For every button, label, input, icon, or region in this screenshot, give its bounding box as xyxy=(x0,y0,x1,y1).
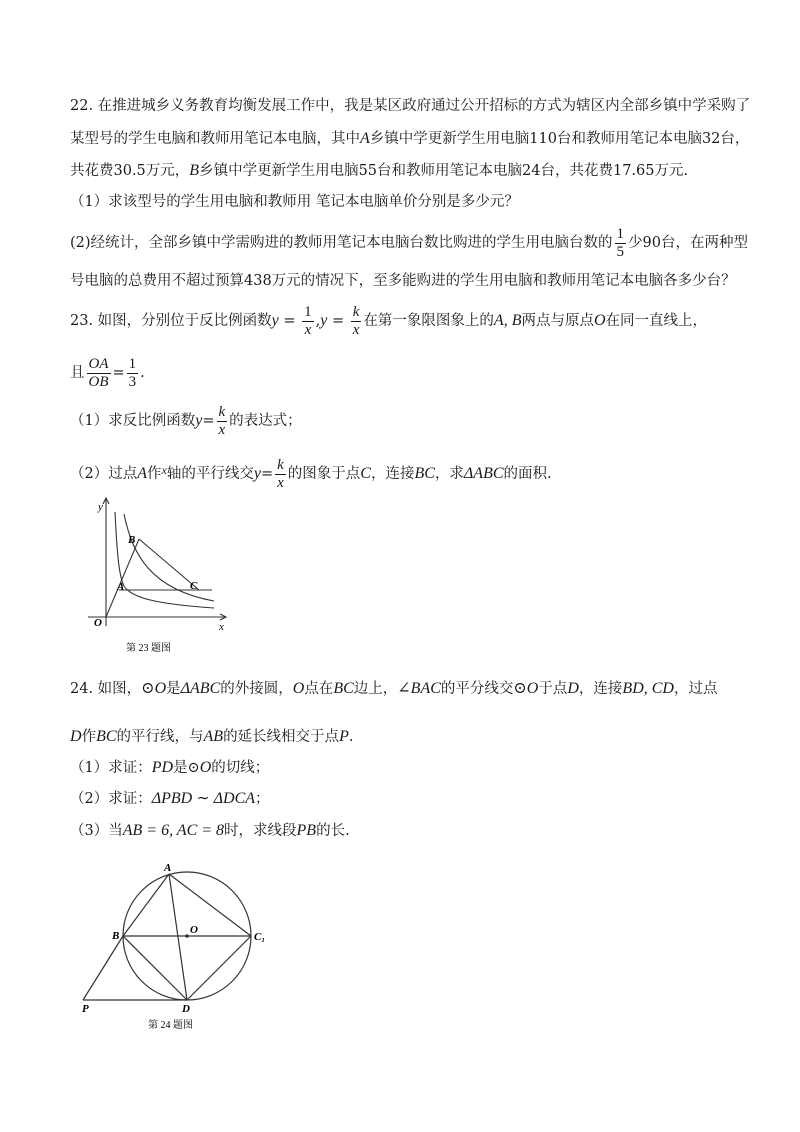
frac-num: k xyxy=(218,403,226,420)
angle-bac: ∠BAC xyxy=(397,680,441,697)
triangle-abc: ΔABC xyxy=(180,680,221,697)
segment-ac xyxy=(169,874,251,936)
q22-text: 少90台，在两种型 xyxy=(628,235,748,251)
segments-bd-cd: BD, CD xyxy=(622,680,674,697)
period: . xyxy=(140,365,145,381)
frac-den: x xyxy=(304,321,312,338)
q22-part-1: （1）求该型号的学生用电脑和教师用 笔记本电脑单价分别是多少元？ xyxy=(70,194,519,210)
q22-line-2 xyxy=(70,129,749,149)
fig24-label-b: B xyxy=(112,930,120,942)
comma: , xyxy=(315,313,321,329)
curve-y-k-over-x xyxy=(124,514,214,601)
segment-pb: PB xyxy=(296,822,317,839)
q22-text: 乡镇中学更新学生用电脑55台和教师用笔记本电脑24台，共花费17.65万元. xyxy=(199,163,689,179)
fig24-label-a: A xyxy=(164,862,172,874)
segment-ab xyxy=(123,874,169,936)
segment-bc: BC xyxy=(96,728,117,745)
equals: = xyxy=(327,313,349,329)
origin-o: O xyxy=(593,312,606,329)
var-y: y xyxy=(195,412,203,429)
q24-text: ，连接 xyxy=(578,681,623,697)
equals: = xyxy=(112,365,125,381)
points-ab: A, B xyxy=(493,312,522,329)
figure-23 xyxy=(86,494,236,660)
segment-ad xyxy=(169,874,187,1000)
fig23-label-x: x xyxy=(219,621,224,633)
q22-text: 乡镇中学更新学生用电脑110台和教师用笔记本电脑32台， xyxy=(369,131,750,147)
fig23-label-a: A xyxy=(117,581,125,593)
equals: = xyxy=(202,413,215,429)
q24-line-1 xyxy=(70,679,717,699)
fig23-label-y: y xyxy=(98,501,103,513)
point-a: A xyxy=(137,465,148,482)
q23-part-2 xyxy=(70,450,552,494)
fig24-label-c: C₁ xyxy=(254,931,266,943)
frac-num: k xyxy=(352,303,360,320)
var-x: x xyxy=(161,463,167,477)
q24-part-3 xyxy=(70,821,350,841)
point-o: O xyxy=(199,759,212,776)
frac-num: 1 xyxy=(128,355,137,372)
q22-line-3 xyxy=(70,161,688,181)
q22-school-a: A xyxy=(360,130,370,147)
segment-bc: BC xyxy=(333,680,354,697)
q24-line-2 xyxy=(70,727,353,747)
frac-den: x xyxy=(277,474,284,491)
q24-text: ，过点 xyxy=(673,681,718,697)
segment-bd xyxy=(123,936,187,1000)
fig24-caption: 第 24 题图 xyxy=(148,1020,193,1031)
q23-text: 在第一象限图象上的 xyxy=(363,313,494,329)
q24-text: （3）当 xyxy=(70,823,123,839)
frac-den: x xyxy=(218,421,226,438)
q24-text: ； xyxy=(255,791,270,807)
q23-text: 的图象于点 xyxy=(287,466,361,482)
point-d: D xyxy=(567,680,579,697)
q24-text: 作 xyxy=(81,729,97,745)
segment-cd xyxy=(187,936,251,1000)
q24-text: 的平分线交 xyxy=(440,681,514,697)
q22-text: 某型号的学生电脑和教师用笔记本电脑，其中 xyxy=(70,131,360,147)
frac-den: x xyxy=(352,321,360,338)
frac-num: 1 xyxy=(304,303,312,320)
q23-text: （1）求反比例函数 xyxy=(70,413,196,429)
condition-ab-ac: AB = 6, AC = 8 xyxy=(122,822,225,839)
segment-bc: BC xyxy=(414,465,435,482)
fig23-caption: 第 23 题图 xyxy=(126,643,171,654)
frac-num: OA xyxy=(88,355,109,372)
q24-part-2 xyxy=(70,789,270,809)
segment-pd: PD xyxy=(151,759,174,776)
q23-text: 的表达式； xyxy=(229,413,302,429)
q23-text: 作 xyxy=(147,466,162,482)
fraction-k-over-x xyxy=(275,457,286,492)
q23-text: 在同一直线上， xyxy=(605,313,708,329)
q22-part-2 xyxy=(70,223,748,263)
q24-text: 的延长线相交于点 xyxy=(223,729,340,745)
fraction-k-over-x xyxy=(351,304,362,339)
frac-num: k xyxy=(277,456,284,473)
q24-text: 的平行线，与 xyxy=(116,729,204,745)
q24-text: （1）求证： xyxy=(70,760,152,776)
segment-pb xyxy=(83,936,123,1000)
period: . xyxy=(348,729,354,745)
q23-text: （2）过点 xyxy=(70,466,138,482)
q24-text: 点在 xyxy=(304,681,334,697)
q23-line-2 xyxy=(70,353,145,393)
q24-text: 时，求线段 xyxy=(224,823,297,839)
q23-part-1 xyxy=(70,401,302,441)
fraction-1-over-x xyxy=(302,304,314,339)
segment-ab: AB xyxy=(203,728,224,745)
var-y: y xyxy=(271,312,279,329)
q23-text: ，求 xyxy=(434,466,464,482)
frac-den: 3 xyxy=(128,373,137,390)
frac-den: 5 xyxy=(616,243,625,260)
point-p: P xyxy=(339,728,349,745)
equals: = xyxy=(260,466,274,482)
q23-line-1 xyxy=(70,301,707,341)
equals: = xyxy=(278,313,301,329)
triangle-abc: ΔABC xyxy=(463,465,504,482)
fraction-k-over-x xyxy=(217,404,228,439)
line-oab xyxy=(106,539,139,617)
q24-text: 24. 如图， xyxy=(70,681,142,697)
circle-o: ⊙O xyxy=(141,680,167,697)
fraction-one-third xyxy=(127,356,139,391)
frac-num: 1 xyxy=(616,225,625,242)
q22-text: 共花费30.5万元， xyxy=(70,163,190,179)
q24-text: 的长. xyxy=(316,823,350,839)
q24-text: 于点 xyxy=(538,681,568,697)
q24-part-1 xyxy=(70,758,269,778)
fraction-one-fifth xyxy=(615,226,627,261)
fig24-label-o: O xyxy=(190,924,198,936)
frac-den: OB xyxy=(88,373,109,390)
q24-text: （2）求证： xyxy=(70,791,152,807)
fig23-label-o: O xyxy=(94,617,102,629)
q22-part-2-cont: 号电脑的总费用不超过预算438万元的情况下，至多能购进的学生用电脑和教师用笔记本电脑各多少台？ xyxy=(70,273,736,289)
center-dot xyxy=(185,934,189,938)
point-d: D xyxy=(70,728,82,745)
q24-text: 的切线； xyxy=(211,760,270,776)
q24-text: 边上， xyxy=(353,681,398,697)
fraction-oa-over-ob xyxy=(87,356,111,391)
figure-24 xyxy=(80,862,280,1034)
fig24-label-p: P xyxy=(82,1003,89,1015)
q23-text: ，连接 xyxy=(370,466,415,482)
similar-triangles: ΔPBD ∼ ΔDCA xyxy=(151,790,256,807)
q22-text: (2)经统计，全部乡镇中学需购进的教师用笔记本电脑台数比购进的学生用电脑台数的 xyxy=(70,235,613,251)
var-y: y xyxy=(253,465,261,482)
fig23-label-b: B xyxy=(128,534,136,546)
q24-text: 是 xyxy=(166,681,181,697)
var-y: y xyxy=(320,312,328,329)
point-c: C xyxy=(360,465,371,482)
q23-text: 23. 如图，分别位于反比例函数 xyxy=(70,313,272,329)
q23-text: 的面积. xyxy=(503,466,552,482)
q22-line-1: 22. 在推进城乡义务教育均衡发展工作中，我是某区政府通过公开招标的方式为辖区内全部乡镇中学采购了 xyxy=(70,98,751,114)
q23-text: 两点与原点 xyxy=(521,313,594,329)
q22-school-b: B xyxy=(189,162,200,179)
q23-text: 且 xyxy=(70,365,85,381)
q23-text: 轴的平行线交 xyxy=(166,466,254,482)
circle-o: ⊙O xyxy=(513,680,539,697)
point-o: O xyxy=(292,680,305,697)
q24-text: 的外接圆， xyxy=(220,681,293,697)
q24-text: 是⊙ xyxy=(173,760,200,776)
fig24-label-d: D xyxy=(182,1003,190,1015)
fig23-label-c: C xyxy=(190,580,198,592)
